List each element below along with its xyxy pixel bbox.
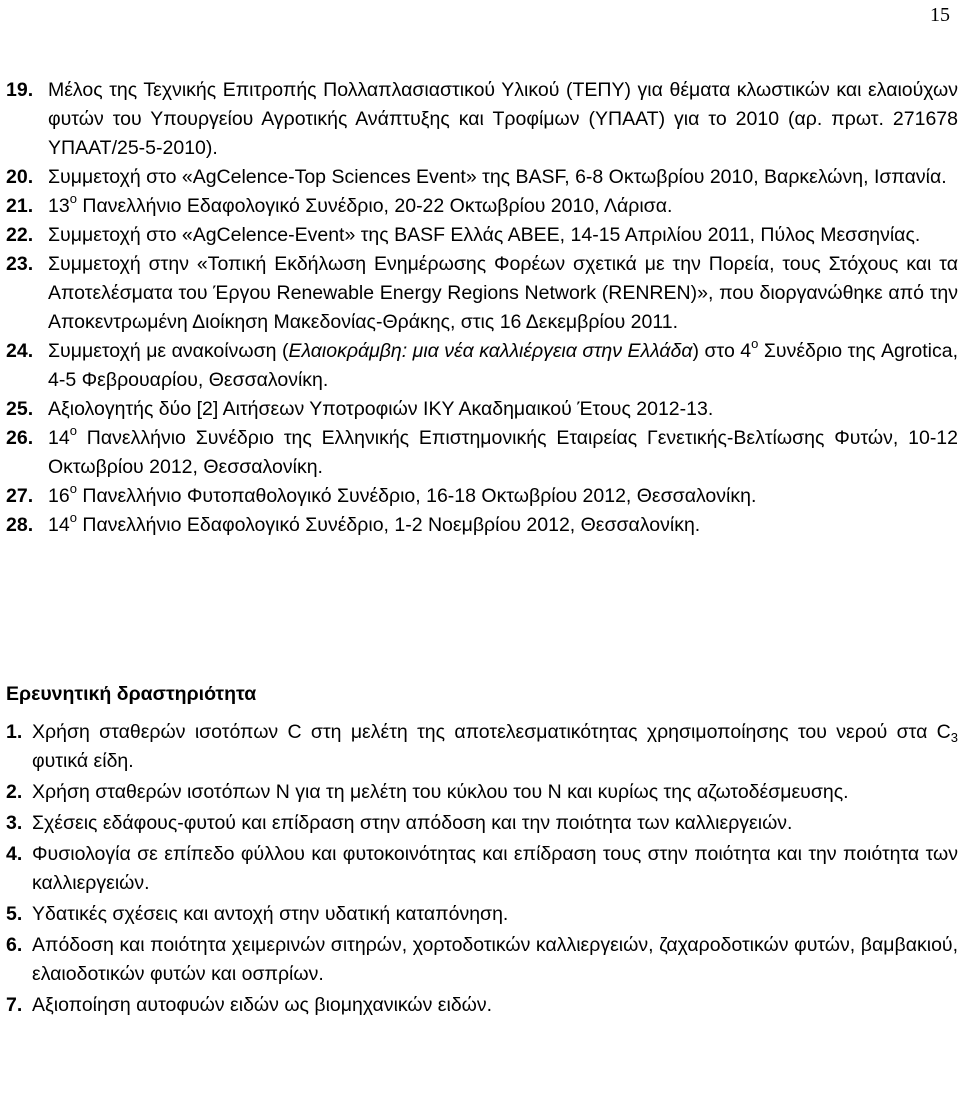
item-number: 3. [6, 812, 23, 834]
ordinal-suffix: ο [69, 510, 77, 525]
list-item [6, 778, 958, 807]
item-text-end: Συνέδριο της Agrotica, 4-5 Φεβρουαρίου, Θεσσαλονίκη. [48, 340, 959, 391]
participations-list [6, 76, 958, 540]
list-item [6, 337, 958, 395]
item-number: 26. [6, 427, 34, 449]
ordinal-number: 14 [48, 427, 70, 449]
list-item [6, 221, 958, 250]
list-item [6, 809, 958, 838]
item-text [48, 192, 958, 221]
item-text [48, 337, 958, 395]
list-item [6, 76, 958, 163]
ordinal-number: 13 [48, 195, 70, 217]
list-item [6, 482, 958, 511]
item-body: Πανελλήνιο Συνέδριο της Ελληνικής Επιστημονικής Εταιρείας Γενετικής-Βελτίωσης Φυτών, 10-12 Οκτωβρίου 2012, Θεσσαλονίκη. [48, 427, 958, 478]
list-item [6, 900, 958, 929]
item-text: Συμμετοχή στο «AgCelence-Top Sciences Event» της BASF, 6-8 Οκτωβρίου 2010, Βαρκελώνη, Ισπανία. [48, 166, 947, 188]
item-number: 21. [6, 195, 34, 217]
list-item [6, 163, 958, 192]
list-item [6, 192, 958, 221]
item-number: 23. [6, 253, 34, 275]
ordinal-suffix: ο [751, 336, 759, 351]
ordinal-number: 14 [48, 514, 70, 536]
ordinal-suffix: ο [69, 191, 77, 206]
item-text: Αξιοποίηση αυτοφυών ειδών ως βιομηχανικών ειδών. [32, 994, 493, 1016]
item-number: 24. [6, 340, 34, 362]
item-text: Σχέσεις εδάφους-φυτού και επίδραση στην απόδοση και την ποιότητα των καλλιεργειών. [32, 812, 793, 834]
item-number: 28. [6, 514, 34, 536]
item-body: Πανελλήνιο Φυτοπαθολογικό Συνέδριο, 16-18 Οκτωβρίου 2012, Θεσσαλονίκη. [82, 485, 757, 507]
section-heading: Ερευνητική δραστηριότητα [6, 683, 257, 705]
ordinal-number: 16 [48, 485, 70, 507]
item-number: 25. [6, 398, 34, 420]
item-text: Συμμετοχή στο «AgCelence-Event» της BASF Ελλάς ΑΒΕΕ, 14-15 Απριλίου 2011, Πύλος Μεσσηνίας. [48, 224, 921, 246]
item-title-italic: Ελαιοκράμβη: μια νέα καλλιέργεια στην Ελλάδα [288, 340, 693, 362]
page-number: 15 [930, 4, 950, 26]
list-item [6, 991, 958, 1020]
item-text: Φυσιολογία σε επίπεδο φύλλου και φυτοκοινότητας και επίδραση τους στην ποιότητα και την ποιότητα των καλλιεργειών. [32, 843, 958, 894]
item-text: Συμμετοχή στην «Τοπική Εκδήλωση Ενημέρωσης Φορέων σχετικά με την Πορεία, τους Στόχους και τα Αποτελέσματα του Έργου Renewable Energy Regions Network (RENREN)», που διοργανώθηκε από την Αποκεντρωμένη Διοίκηση Μακεδονίας-Θράκης, στις 16 Δεκεμβρίου 2011. [48, 253, 958, 333]
item-number: 6. [6, 934, 23, 956]
item-number: 27. [6, 485, 34, 507]
item-text: Απόδοση και ποιότητα χειμερινών σιτηρών, χορτοδοτικών καλλιεργειών, ζαχαροδοτικών φυτών, βαμβακιού, ελαιοδοτικών φυτών και οσπρίων. [32, 934, 958, 985]
item-number: 4. [6, 843, 23, 865]
item-text [48, 482, 958, 511]
ordinal-suffix: ο [69, 481, 77, 496]
item-text-start: Συμμετοχή με ανακοίνωση ( [48, 340, 289, 362]
list-item [6, 840, 958, 898]
item-text: Χρήση σταθερών ισοτόπων Ν για τη μελέτη του κύκλου του Ν και κυρίως της αζωτοδέσμευσης. [32, 781, 849, 803]
item-number: 20. [6, 166, 34, 188]
item-number: 7. [6, 994, 23, 1016]
item-text [32, 718, 958, 776]
list-item [6, 931, 958, 989]
item-text-middle: ) στο 4 [692, 340, 752, 362]
item-number: 22. [6, 224, 34, 246]
item-body: Πανελλήνιο Εδαφολογικό Συνέδριο, 20-22 Οκτωβρίου 2010, Λάρισα. [82, 195, 673, 217]
item-text: Μέλος της Τεχνικής Επιτροπής Πολλαπλασιαστικού Υλικού (ΤΕΠΥ) για θέματα κλωστικών και ελαιούχων φυτών του Υπουργείου Αγροτικής Ανάπτυξης και Τροφίμων (ΥΠΑΑΤ) για το 2010 (αρ. πρωτ. 271678 ΥΠΑΑΤ/25-5-2010). [48, 79, 958, 159]
item-number: 19. [6, 79, 34, 101]
item-text [48, 511, 958, 540]
item-text: Αξιολογητής δύο [2] Αιτήσεων Υποτροφιών ΙΚΥ Ακαδημαικού Έτους 2012-13. [48, 398, 714, 420]
item-number: 2. [6, 781, 23, 803]
ordinal-suffix: ο [69, 423, 77, 438]
item-number: 1. [6, 721, 23, 743]
item-text [48, 424, 958, 482]
research-list [6, 718, 958, 1020]
subscript: 3 [950, 730, 958, 745]
item-number: 5. [6, 903, 23, 925]
item-text-end: φυτικά είδη. [32, 750, 134, 772]
item-text: Υδατικές σχέσεις και αντοχή στην υδατική καταπόνηση. [32, 903, 509, 925]
item-text-start: Χρήση σταθερών ισοτόπων C στη μελέτη της αποτελεσματικότητας χρησιμοποίησης του νερού στα C [32, 721, 951, 743]
item-body: Πανελλήνιο Εδαφολογικό Συνέδριο, 1-2 Νοεμβρίου 2012, Θεσσαλονίκη. [82, 514, 701, 536]
list-item [6, 250, 958, 337]
list-item [6, 424, 958, 482]
list-item [6, 718, 958, 776]
list-item [6, 511, 958, 540]
list-item [6, 395, 958, 424]
